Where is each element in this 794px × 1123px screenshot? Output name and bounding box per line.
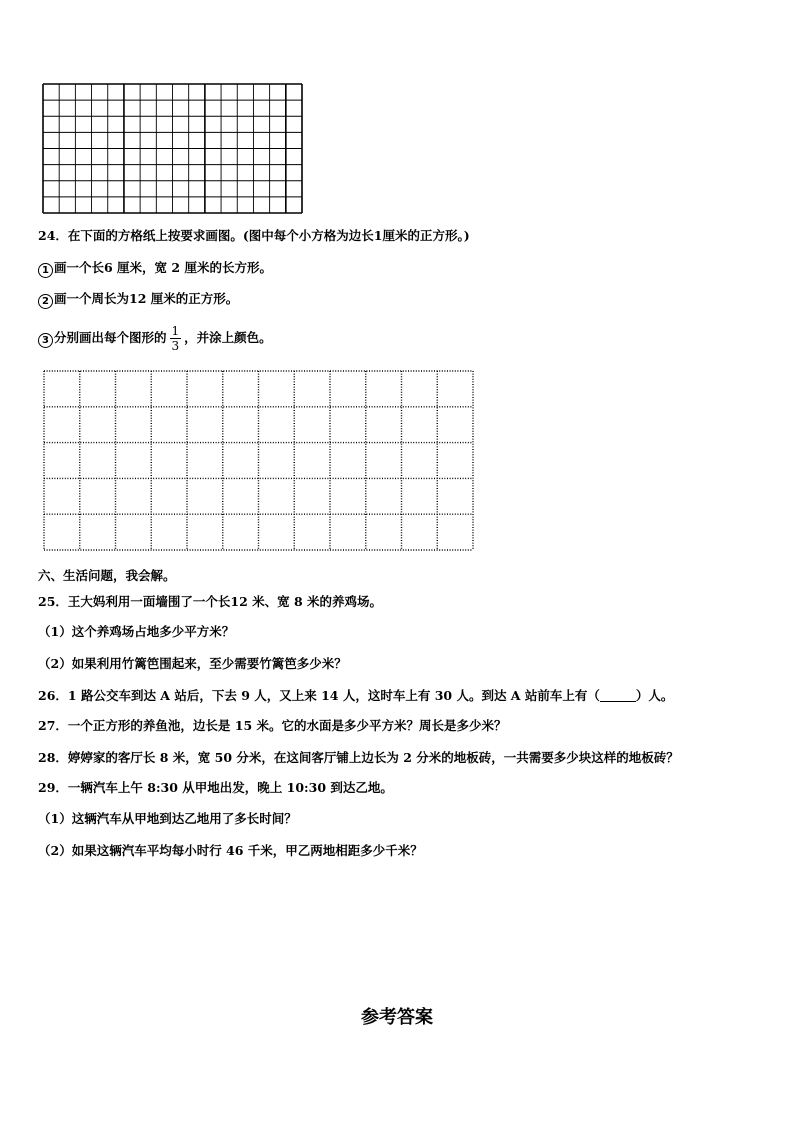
fraction-denominator: 3	[171, 339, 180, 353]
q29-sub-1: （1）这辆汽车从甲地到达乙地用了多长时间？	[38, 811, 297, 826]
q24-item-3-post: ，并涂上颜色。	[184, 330, 272, 345]
q25-sub-1: （1）这个养鸡场占地多少平方米？	[38, 624, 235, 639]
q27-text: 27．一个正方形的养鱼池，边长是 15 米。它的水面是多少平方米？周长是多少米？	[38, 718, 507, 733]
q28-text: 28．婷婷家的客厅长 8 米，宽 50 分米，在这间客厅铺上边长为 2 分米的地板砖，一共需要多少块这样的地板砖？	[38, 750, 679, 765]
q24-item-3	[38, 325, 272, 352]
q24-item-3-pre: 分别画出每个图形的	[54, 330, 167, 345]
answer-section-title: 参考答案	[361, 1007, 433, 1028]
q24-title: 24．在下面的方格纸上按要求画图。(图中每个小方格为边长1厘米的正方形。)	[38, 228, 470, 243]
fraction-numerator: 1	[171, 324, 180, 338]
circled-number-1: 1	[38, 263, 53, 278]
q29-text: 29．一辆汽车上午 8:30 从甲地出发，晚上 10:30 到达乙地。	[38, 780, 393, 795]
q24-item-1	[38, 260, 272, 278]
circled-number-2: 2	[38, 294, 53, 309]
fraction-one-third	[170, 325, 182, 352]
q25-text: 25．王大妈利用一面墙围了一个长12 米、宽 8 米的养鸡场。	[38, 594, 383, 609]
q29-sub-2: （2）如果这辆汽车平均每小时行 46 千米，甲乙两地相距多少千米？	[38, 843, 423, 858]
q26-text-post: ）人。	[635, 688, 674, 703]
dotted-square-grid	[43, 370, 475, 552]
q24-item-1-text: 画一个长6 厘米，宽 2 厘米的长方形。	[54, 260, 272, 275]
q25-sub-2: （2）如果利用竹篱笆围起来，至少需要竹篱笆多少米？	[38, 656, 347, 671]
circled-number-3: 3	[38, 333, 53, 348]
q26-answer-blank[interactable]	[600, 689, 636, 702]
solid-square-grid	[42, 83, 304, 215]
q26	[38, 688, 673, 704]
q26-text-pre: 26．1 路公交车到达 A 站后，下去 9 人，又上来 14 人，这时车上有 30 人。到达 A 站前车上有（	[38, 688, 600, 703]
section-6-title: 六、生活问题，我会解。	[38, 568, 176, 583]
q24-item-2	[38, 291, 238, 309]
q24-item-2-text: 画一个周长为12 厘米的正方形。	[54, 291, 239, 306]
